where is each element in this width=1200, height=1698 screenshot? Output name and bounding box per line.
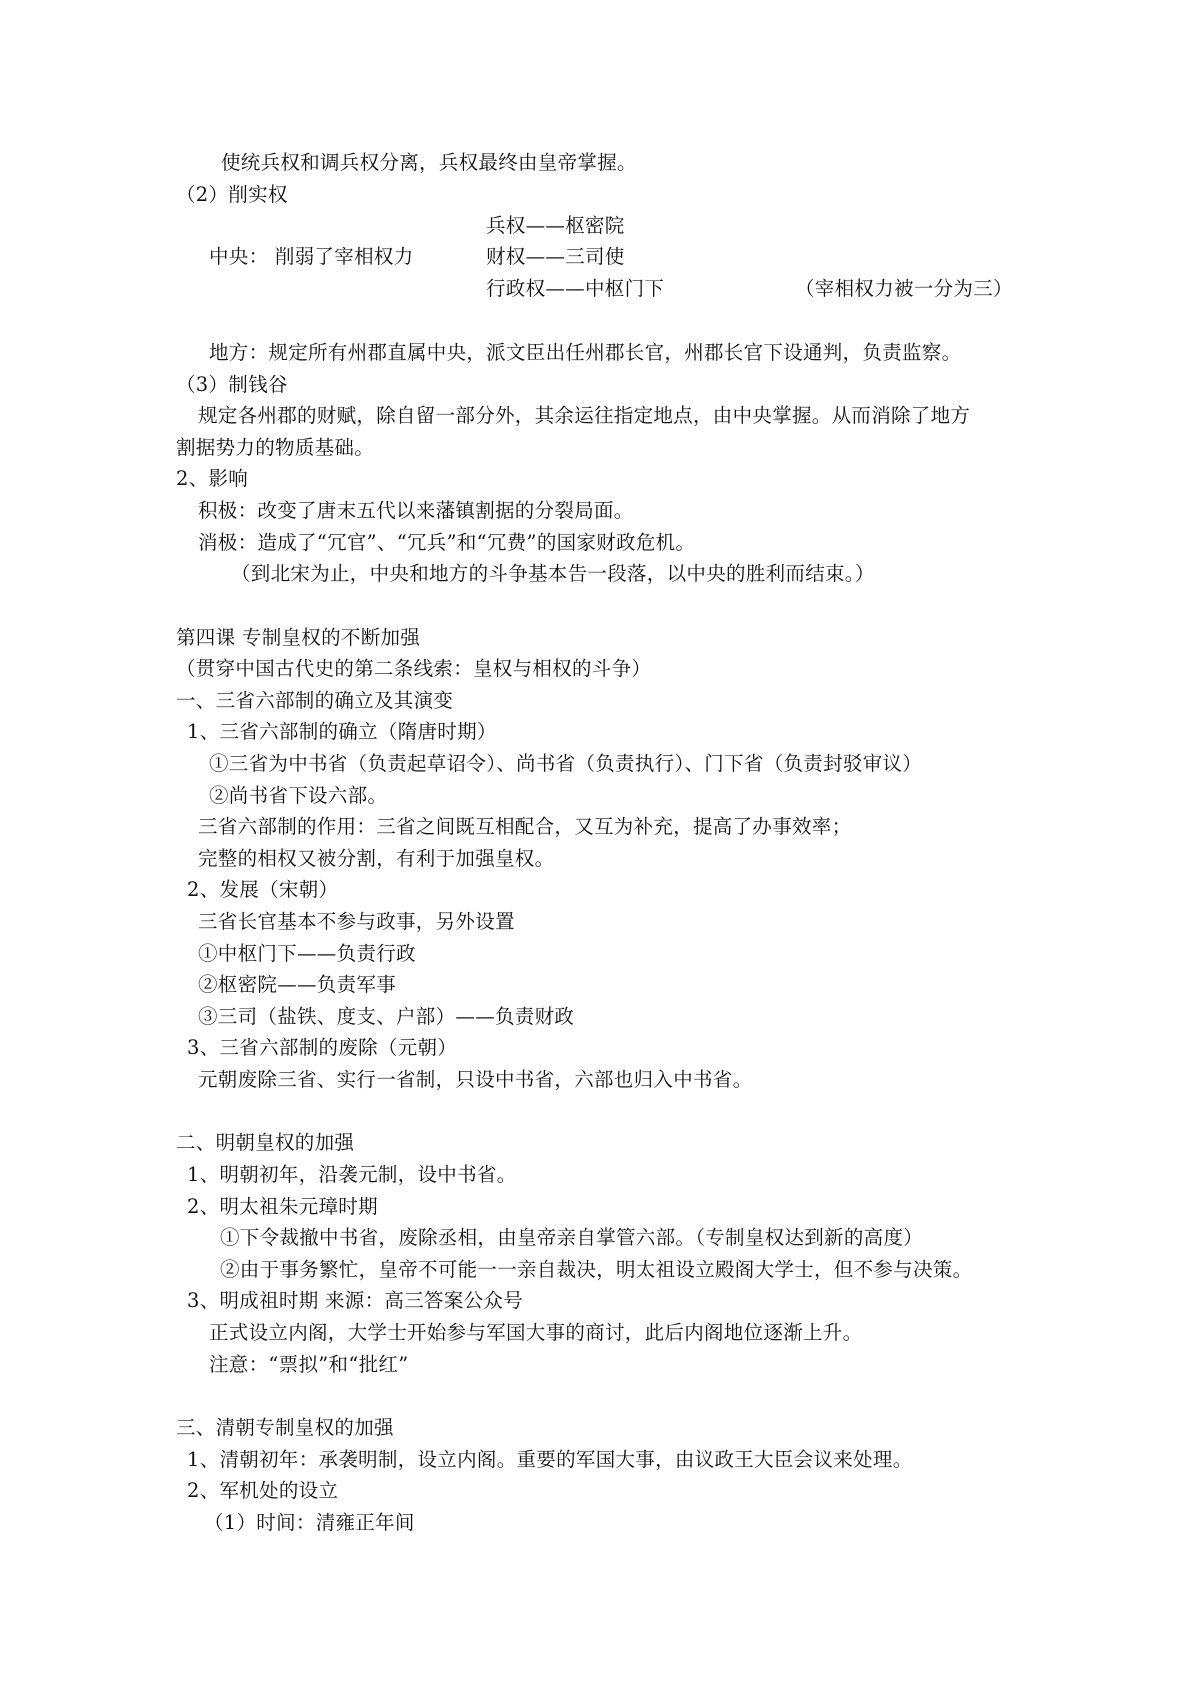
subheading: 2、军机处的设立 bbox=[187, 1479, 339, 1502]
text-line: 财权——三司使 bbox=[486, 245, 625, 268]
text-line: 正式设立内阁，大学士开始参与军国大事的商讨，此后内阁地位逐渐上升。 bbox=[209, 1321, 863, 1344]
text-line: 行政权——中枢门下 bbox=[486, 277, 665, 300]
text-line: ①下令裁撤中书省，废除丞相，由皇帝亲自掌管六部。（专制皇权达到新的高度） bbox=[220, 1226, 924, 1249]
subheading: 3、明成祖时期 来源：高三答案公众号 bbox=[187, 1289, 524, 1312]
text-line: 地方：规定所有州郡直属中央，派文臣出任州郡长官，州郡长官下设通判，负责监察。 bbox=[209, 341, 962, 364]
section-heading: 三、清朝专制皇权的加强 bbox=[176, 1416, 394, 1439]
text-line: ②尚书省下设六部。 bbox=[209, 784, 388, 807]
text-line: 元朝废除三省、实行一省制，只设中书省，六部也归入中书省。 bbox=[198, 1068, 753, 1091]
text-line: 三省六部制的作用：三省之间既互相配合，又互为补充，提高了办事效率； bbox=[198, 815, 852, 838]
note-text: （宰相权力被一分为三） bbox=[795, 277, 1013, 300]
subheading: 2、发展（宋朝） bbox=[187, 878, 339, 901]
text-line: ③三司（盐铁、度支、户部）——负责财政 bbox=[198, 1005, 575, 1028]
text-line: （贯穿中国古代史的第二条线索：皇权与相权的斗争） bbox=[176, 657, 652, 680]
text-line: ②枢密院——负责军事 bbox=[198, 973, 396, 996]
text-line: 割据势力的物质基础。 bbox=[176, 436, 375, 459]
text-line: 规定各州郡的财赋，除自留一部分外，其余运往指定地点，由中央掌握。从而消除了地方 bbox=[198, 404, 971, 427]
text-line: ①三省为中书省（负责起草诏令）、尚书省（负责执行）、门下省（负责封驳审议） bbox=[209, 752, 923, 775]
text-line: ①中枢门下——负责行政 bbox=[198, 942, 416, 965]
text-line: 中央： 削弱了宰相权力 bbox=[209, 245, 414, 268]
subheading: （2）削实权 bbox=[176, 183, 288, 206]
lesson-title: 第四课 专制皇权的不断加强 bbox=[176, 626, 421, 649]
text-line: （1）时间：清雍正年间 bbox=[204, 1511, 415, 1534]
subheading: 3、三省六部制的废除（元朝） bbox=[187, 1036, 458, 1059]
text-line: 注意：“票拟”和“批红” bbox=[209, 1353, 409, 1376]
section-heading: 一、三省六部制的确立及其演变 bbox=[176, 689, 454, 712]
section-heading: 二、明朝皇权的加强 bbox=[176, 1131, 355, 1154]
text-line: 使统兵权和调兵权分离，兵权最终由皇帝掌握。 bbox=[221, 151, 637, 174]
subheading: 1、三省六部制的确立（隋唐时期） bbox=[187, 720, 497, 743]
text-line: 三省长官基本不参与政事，另外设置 bbox=[198, 910, 515, 933]
text-line: 完整的相权又被分割，有利于加强皇权。 bbox=[198, 847, 555, 870]
text-line: ②由于事务繁忙，皇帝不可能一一亲自裁决，明太祖设立殿阁大学士，但不参与决策。 bbox=[220, 1258, 973, 1281]
subheading: （3）制钱谷 bbox=[176, 373, 288, 396]
subheading: 1、清朝初年：承袭明制，设立内阁。重要的军国大事，由议政王大臣会议来处理。 bbox=[187, 1448, 913, 1471]
subheading: 2、明太祖朱元璋时期 bbox=[187, 1195, 378, 1218]
text-line: 兵权——枢密院 bbox=[486, 214, 625, 237]
subheading: 1、明朝初年，沿袭元制，设中书省。 bbox=[187, 1163, 517, 1186]
text-line: 积极：改变了唐末五代以来藩镇割据的分裂局面。 bbox=[198, 499, 634, 522]
note-text: （到北宋为止，中央和地方的斗争基本告一段落，以中央的胜利而结束。） bbox=[231, 562, 875, 585]
subheading: 2、影响 bbox=[176, 467, 249, 490]
text-line: 消极：造成了“冗官”、“冗兵”和“冗费”的国家财政危机。 bbox=[198, 531, 696, 554]
